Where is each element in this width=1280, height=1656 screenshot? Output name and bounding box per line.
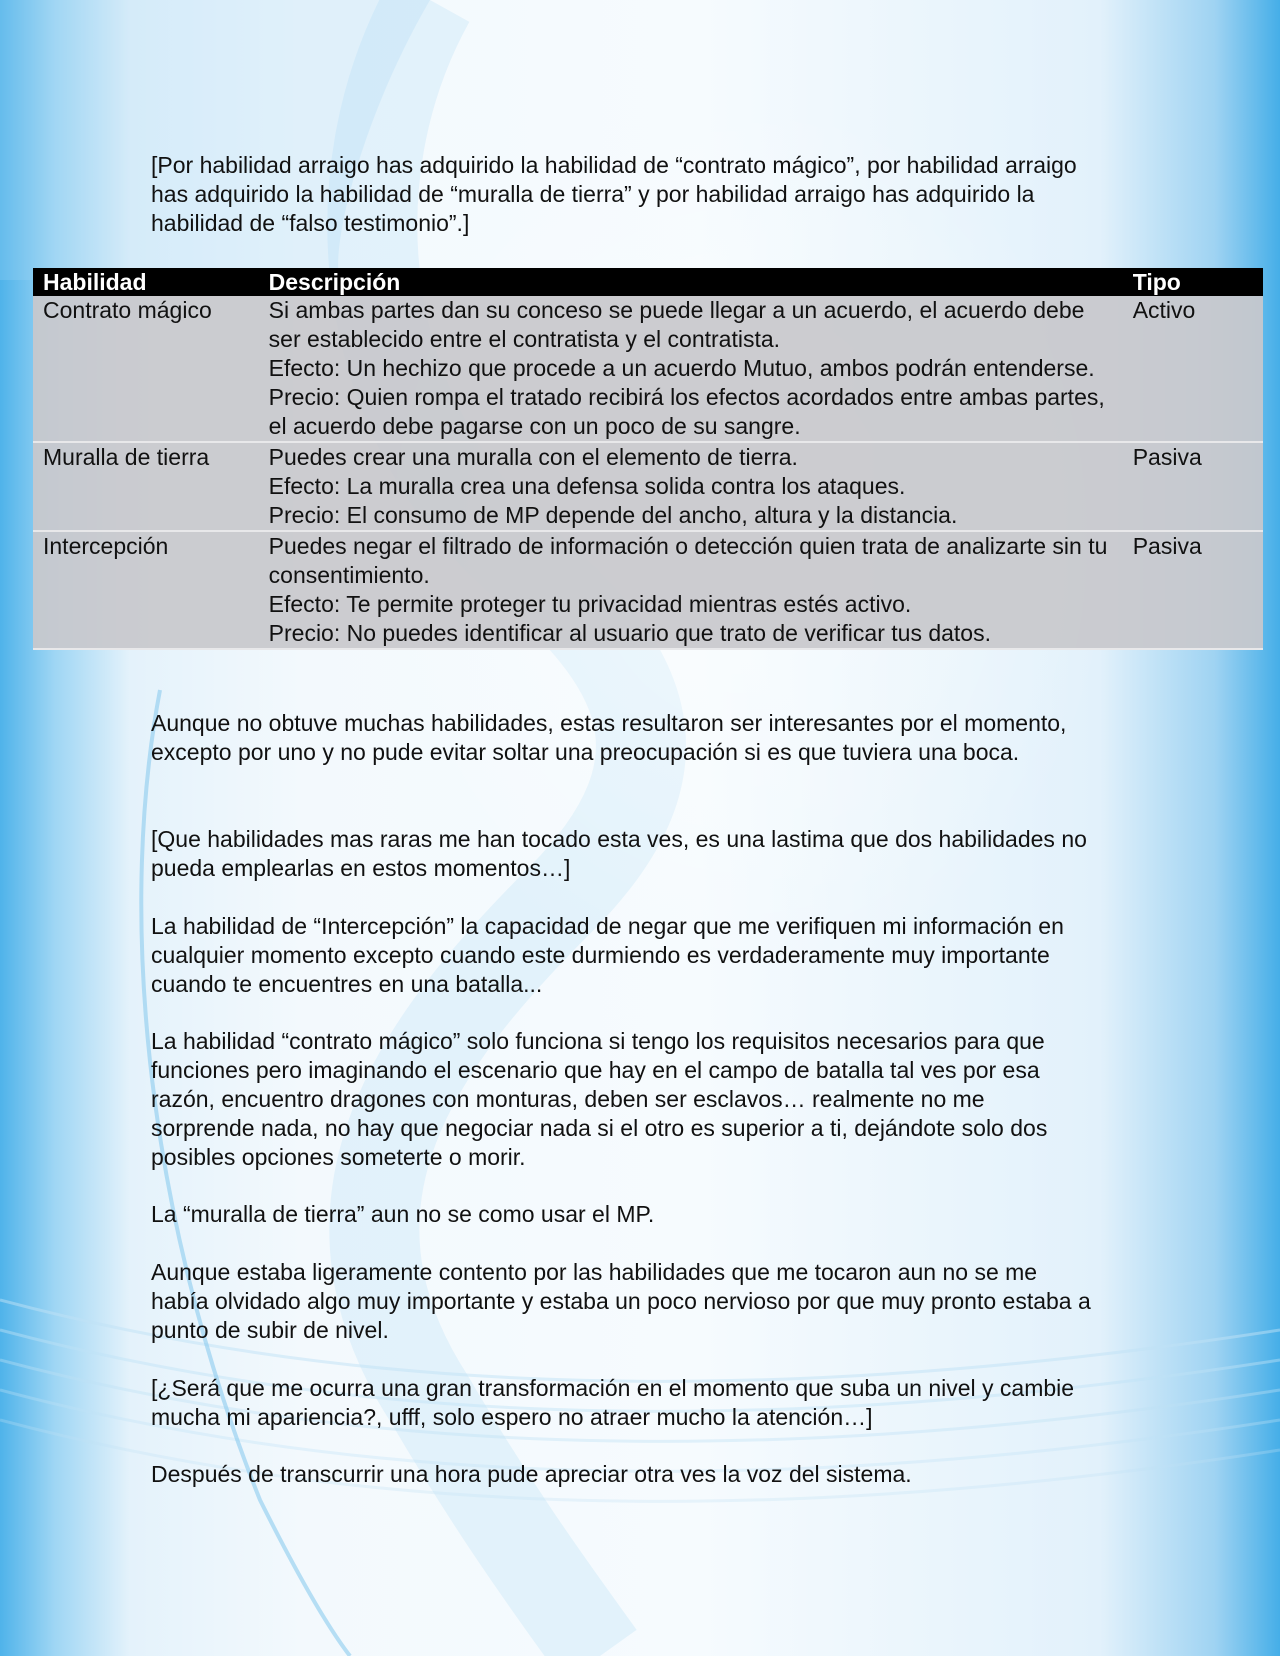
skill-description-cell bbox=[259, 442, 1123, 531]
skill-effect: Efecto: La muralla crea una defensa solida contra los ataques. bbox=[268, 473, 906, 499]
intro-paragraph: [Por habilidad arraigo has adquirido la habilidad de “contrato mágico”, por habilidad arraigo has adquirido la habilidad de “muralla de tierra” y por habilidad arraigo has adquirido la habilidad de “falso testimonio”.] bbox=[151, 152, 1077, 236]
body-paragraph: Aunque no obtuve muchas habilidades, estas resultaron ser interesantes por el momento, excepto por uno y no pude evitar soltar una preocupación si es que tuviera una boca. bbox=[151, 710, 1067, 765]
skill-type: Pasiva bbox=[1123, 442, 1263, 531]
skill-type: Pasiva bbox=[1123, 531, 1263, 649]
skill-name: Contrato mágico bbox=[33, 296, 259, 442]
skills-table bbox=[33, 268, 1263, 650]
skill-name: Muralla de tierra bbox=[33, 442, 259, 531]
body-paragraph: [¿Será que me ocurra una gran transformación en el momento que suba un nivel y cambie mucha mi apariencia?, ufff, solo espero no atraer mucho la atención…] bbox=[151, 1375, 1075, 1430]
skill-description: Si ambas partes dan su conceso se puede llegar a un acuerdo, el acuerdo debe ser establecido entre el contratista y el contratista. bbox=[268, 297, 1085, 352]
table-row bbox=[33, 296, 1263, 442]
skill-description: Puedes crear una muralla con el elemento de tierra. bbox=[268, 444, 798, 470]
skill-name: Intercepción bbox=[33, 531, 259, 649]
skill-description: Puedes negar el filtrado de información o detección quien trata de analizarte sin tu consentimiento. bbox=[268, 533, 1108, 588]
skill-description-cell bbox=[259, 296, 1123, 442]
body-paragraph: Aunque estaba ligeramente contento por las habilidades que me tocaron aun no se me había olvidado algo muy importante y estaba un poco nervioso por que muy pronto estaba a punto de subir de nivel. bbox=[151, 1259, 1091, 1343]
table-row bbox=[33, 442, 1263, 531]
body-paragraph: La habilidad “contrato mágico” solo funciona si tengo los requisitos necesarios para que funciones pero imaginando el escenario que hay en el campo de batalla tal ves por esa razón, encuentro dragones con monturas, deben ser esclavos… realmente no me sorprende nada, no hay que negociar nada si el otro es superior a ti, dejándote solo dos posibles opciones someterte o morir. bbox=[151, 1028, 1048, 1170]
header-descripcion: Descripción bbox=[259, 268, 1123, 296]
skill-price: Precio: Quien rompa el tratado recibirá los efectos acordados entre ambas partes, el acuerdo debe pagarse con un poco de su sangre. bbox=[268, 384, 1105, 439]
skill-type: Activo bbox=[1123, 296, 1263, 442]
body-paragraph: La habilidad de “Intercepción” la capacidad de negar que me verifiquen mi información en cualquier momento excepto cuando este durmiendo es verdaderamente muy importante cuando te encuentres en una batalla... bbox=[151, 913, 1064, 997]
header-tipo: Tipo bbox=[1123, 268, 1263, 296]
skill-effect: Efecto: Te permite proteger tu privacidad mientras estés activo. bbox=[268, 591, 912, 617]
body-paragraph: [Que habilidades mas raras me han tocado esta ves, es una lastima que dos habilidades no pueda emplearlas en estos momentos…] bbox=[151, 826, 1087, 881]
table-header-row bbox=[33, 268, 1263, 296]
skill-effect: Efecto: Un hechizo que procede a un acuerdo Mutuo, ambos podrán entenderse. bbox=[268, 355, 1095, 381]
header-habilidad: Habilidad bbox=[33, 268, 259, 296]
body-paragraph: La “muralla de tierra” aun no se como usar el MP. bbox=[151, 1201, 655, 1227]
skill-price: Precio: El consumo de MP depende del ancho, altura y la distancia. bbox=[268, 502, 958, 528]
skill-price: Precio: No puedes identificar al usuario que trato de verificar tus datos. bbox=[268, 620, 991, 646]
skill-description-cell bbox=[259, 531, 1123, 649]
body-paragraph: Después de transcurrir una hora pude apreciar otra ves la voz del sistema. bbox=[151, 1461, 912, 1487]
table-row bbox=[33, 531, 1263, 649]
